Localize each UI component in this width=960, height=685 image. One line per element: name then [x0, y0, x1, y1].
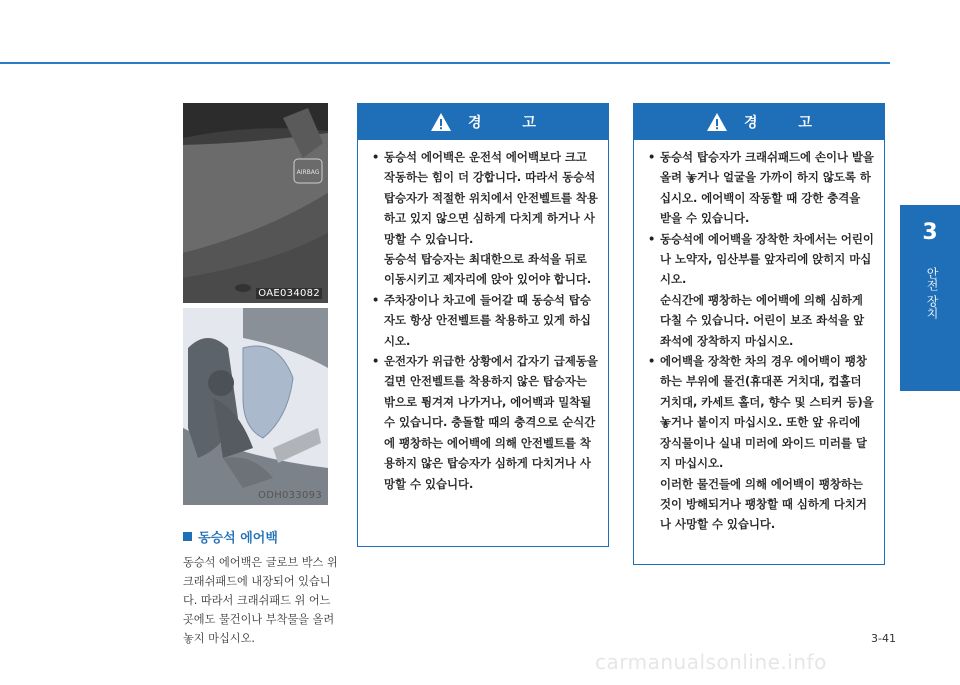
- warning-item: [372, 147, 598, 290]
- square-bullet-icon: [183, 532, 192, 541]
- section-heading: [183, 527, 278, 546]
- airbag-label: [293, 158, 323, 184]
- warning-item-text: • 동승석 에어백은 운전석 에어백보다 크고 작동하는 힘이 더 강합니다. 따라서 동승석 탑승자가 적절한 위치에서 안전벨트를 착용하고 있지 않으면 심하게 다치게 하거나 사망할 수 있습니다.: [384, 150, 598, 246]
- airbag-label-text: AIRBAG: [296, 169, 320, 176]
- warning-item: [648, 351, 874, 535]
- warning-item-text: • 동승석에 에어백을 장착한 차에서는 어린이나 노약자, 임산부를 앞자리에 앉히지 마십시오.: [660, 231, 874, 287]
- warning-item-extra: 이러한 물건들에 의해 에어백이 팽창하는 것이 방해되거나 팽창할 때 심하게 다치거나 사망할 수 있습니다.: [660, 476, 867, 532]
- dashboard-illustration: [183, 103, 328, 303]
- warning-triangle-icon: [430, 112, 452, 132]
- warning-item: [648, 147, 874, 229]
- warning-item-extra: 순식간에 팽창하는 에어백에 의해 심하게 다칠 수 있습니다. 어린이 보조 좌석을 앞좌석에 장착하지 마십시오.: [660, 292, 865, 348]
- warning-item-text: • 동승석 탑승자가 크래쉬패드에 손이나 발을 올려 놓거나 얼굴을 가까이 하지 않도록 하십시오. 에어백이 작동할 때 강한 충격을 받을 수 있습니다.: [660, 150, 874, 226]
- warning-title: 경 고: [744, 115, 830, 131]
- warning-header: [634, 104, 884, 140]
- warning-item: [372, 351, 598, 494]
- warning-triangle-icon: [706, 112, 728, 132]
- watermark: carmanualsonline.info: [595, 650, 827, 674]
- warning-title: 경 고: [468, 115, 554, 131]
- chapter-number: 3: [922, 220, 938, 245]
- warning-header: [358, 104, 608, 140]
- warning-item-text: • 주차장이나 차고에 들어갈 때 동승석 탑승자도 항상 안전벨트를 착용하고 있게 하십시오.: [384, 292, 591, 348]
- warning-box-left: [357, 103, 609, 547]
- warning-list: [358, 140, 608, 494]
- warning-item-text: • 운전자가 위급한 상황에서 갑자기 급제동을 걸면 안전벨트를 착용하지 않은 탑승자는 밖으로 튕겨져 나가거나, 에어백과 밀착될 수 있습니다. 충돌할 때의 충격으로 순식간에 팽창하는 에어백에 의해 안전벨트를 착용하지 않은 탑승자가 심하게 다치거나 사망할 수 있습니다.: [384, 354, 598, 491]
- warning-box-right: [633, 103, 885, 565]
- chapter-tab[interactable]: [900, 205, 960, 391]
- warning-item: [648, 229, 874, 351]
- dashboard-photo: [183, 103, 328, 303]
- section-heading-text: 동승석 에어백: [198, 531, 278, 546]
- airbag-deployment-illustration: [183, 308, 328, 505]
- warning-item-extra: 동승석 탑승자는 최대한으로 좌석을 뒤로 이동시키고 제자리에 앉아 있어야 합니다.: [384, 252, 592, 287]
- page-number: 3-41: [871, 632, 896, 645]
- top-rule: [0, 62, 890, 64]
- warning-item-text: • 에어백을 장착한 차의 경우 에어백이 팽창하는 부위에 물건(휴대폰 거치대, 컵홀더 거치대, 카세트 홀더, 향수 및 스티커 등)을 놓거나 붙이지 마십시오. 또한 앞 유리에 장식물이나 실내 미러에 와이드 미러를 달지 마십시오.: [660, 354, 874, 471]
- section-body: 동승석 에어백은 글로브 박스 위 크래쉬패드에 내장되어 있습니다. 따라서 크래쉬패드 위 어느 곳에도 물건이나 부착물을 올려 놓지 마십시오.: [183, 556, 338, 645]
- image-code: OAE034082: [258, 288, 320, 299]
- passenger-airbag-illustration: [183, 308, 328, 505]
- warning-list: [634, 140, 884, 535]
- image-code: ODH033093: [258, 490, 322, 501]
- warning-item: [372, 290, 598, 351]
- chapter-title: 안전 장치: [925, 267, 939, 319]
